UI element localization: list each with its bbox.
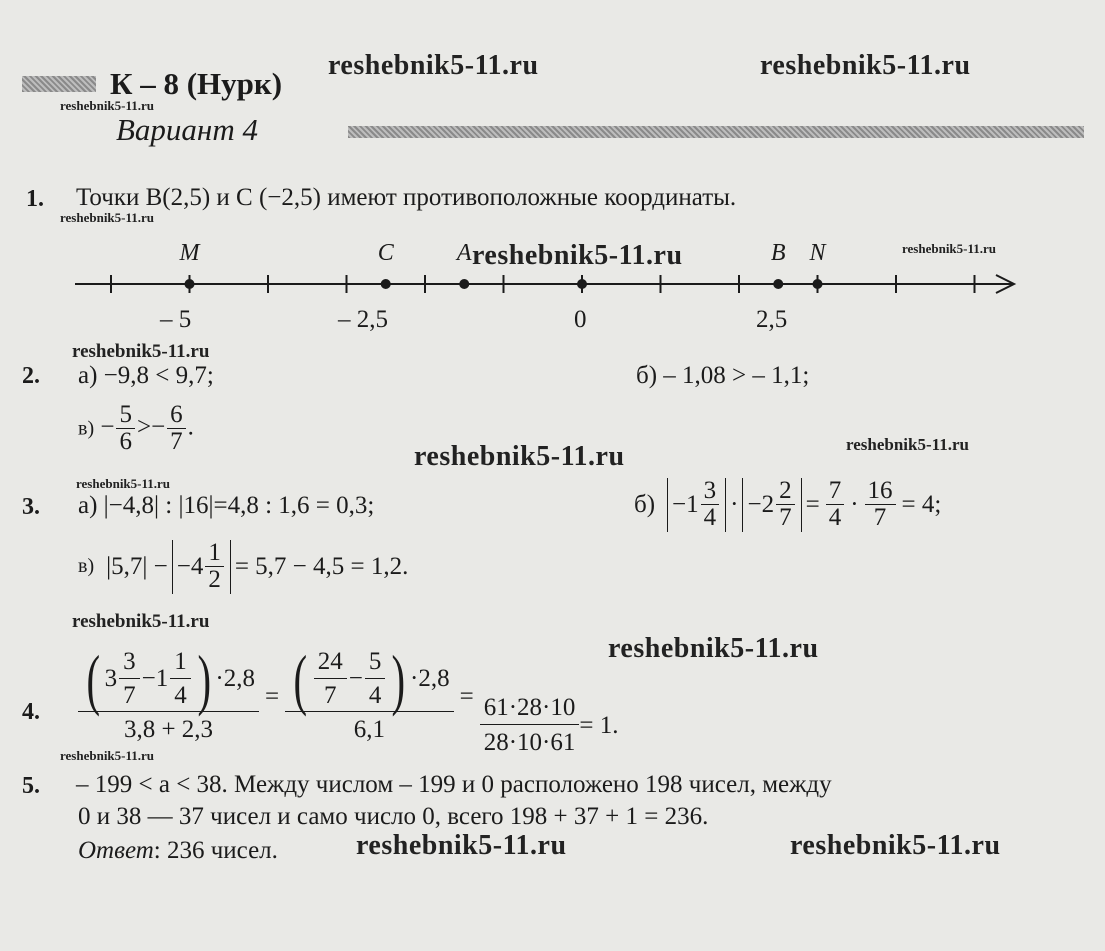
- axis-point-label: A: [456, 240, 472, 266]
- axis-point-label: N: [809, 240, 826, 266]
- label-b: б): [634, 490, 656, 518]
- fraction: ( $\frac{24}{7}$ − $\frac{5}{4}$ ) ·2,8 6,1: [285, 649, 454, 744]
- fraction: $\frac{5}{6}$: [116, 402, 135, 456]
- watermark: reshebnik5-11.ru: [902, 241, 997, 256]
- problem-number: 4.: [22, 699, 40, 725]
- abs-value: − 2 $\frac{2}{7}$: [742, 478, 801, 532]
- watermark: reshebnik5-11.ru: [72, 341, 210, 362]
- watermark: reshebnik5-11.ru: [356, 830, 567, 861]
- axis-point-label: M: [179, 240, 200, 266]
- page-title: К – 8 (Нурк): [110, 66, 283, 101]
- problem-5-line1: – 199 < a < 38. Между числом – 199 и 0 расположено 198 чисел, между: [76, 771, 832, 798]
- problem-5-line2: 0 и 38 — 37 чисел и само число 0, всего 198 + 37 + 1 = 236.: [78, 803, 709, 830]
- problem-3v: в) |5,7| − − 4 $\frac{1}{2}$ = 5,7 − 4,5 = 1,2.: [78, 539, 409, 594]
- problem-number: 1.: [26, 186, 44, 212]
- problem-3a: а) |−4,8| : |16|=4,8 : 1,6 = 0,3;: [78, 492, 375, 519]
- header-bar-left: [22, 76, 96, 92]
- problem-number: 2.: [22, 363, 40, 389]
- axis-label: – 5: [160, 306, 192, 333]
- fraction: $\frac{7}{4}$: [826, 478, 845, 532]
- axis-point: [773, 279, 783, 289]
- problem-2a: а) −9,8 < 9,7;: [78, 362, 214, 389]
- watermark: reshebnik5-11.ru: [414, 441, 625, 472]
- answer-label: Ответ: [78, 837, 154, 864]
- problem-2v: в) − $\frac{5}{6}$ >− $\frac{6}{7}$ .: [78, 401, 194, 456]
- label-v: в): [78, 555, 95, 578]
- axis-point: [185, 279, 195, 289]
- problem-4-expression: ( 3 $\frac{3}{7}$ − 1 $\frac{1}{4}$ ) ·2,8 3,8 + 2,3 = ( $\frac{24}{7}$ − $\frac{5}{4}$ ) ·2,8 6,1 = $\frac{61\cdot 28\cdot 10}{28\cdot 10\cdot 61}$ = 1.: [78, 636, 618, 757]
- answer-value: : 236 чисел.: [153, 837, 278, 864]
- axis-point: [577, 279, 587, 289]
- fraction: $\frac{6}{7}$: [167, 402, 186, 456]
- fraction: $\frac{61\cdot 28\cdot 10}{28\cdot 10\cdot 61}$: [480, 694, 580, 757]
- watermark: reshebnik5-11.ru: [60, 210, 155, 225]
- abs-value: − 1 $\frac{3}{4}$: [667, 478, 726, 532]
- problem-number: 3.: [22, 494, 40, 520]
- problem-3b: б) − 1 $\frac{3}{4}$ · − 2 $\frac{2}{7}$ = $\frac{7}{4}$ · $\frac{16}{7}$ = 4;: [634, 477, 942, 532]
- watermark: reshebnik5-11.ru: [60, 748, 155, 763]
- axis-label: 2,5: [756, 306, 788, 333]
- axis-point: [813, 279, 823, 289]
- fraction: ( 3 $\frac{3}{7}$ − 1 $\frac{1}{4}$ ) ·2,8 3,8 + 2,3: [78, 649, 259, 744]
- watermark: reshebnik5-11.ru: [60, 98, 155, 113]
- watermark: reshebnik5-11.ru: [846, 435, 969, 454]
- axis-point-label: B: [770, 240, 786, 266]
- problem-number: 5.: [22, 773, 40, 799]
- watermark: reshebnik5-11.ru: [790, 830, 1001, 861]
- watermark: reshebnik5-11.ru: [328, 50, 539, 81]
- watermark: reshebnik5-11.ru: [472, 240, 683, 271]
- problem-2b: б) – 1,08 > – 1,1;: [636, 362, 810, 389]
- variant-title: Вариант 4: [116, 112, 258, 147]
- watermark: reshebnik5-11.ru: [760, 50, 971, 81]
- watermark: reshebnik5-11.ru: [76, 476, 171, 491]
- problem-5-answer: [78, 837, 278, 865]
- abs-value: − 4 $\frac{1}{2}$: [172, 540, 231, 594]
- axis-label: 0: [574, 306, 587, 333]
- problem-1-text: Точки B(2,5) и C (−2,5) имеют противоположные координаты.: [76, 184, 737, 211]
- axis-point: [459, 279, 469, 289]
- axis-label: – 2,5: [338, 306, 388, 333]
- axis-point-label: C: [377, 240, 394, 266]
- header-bar-right: [348, 126, 1084, 138]
- fraction: $\frac{16}{7}$: [865, 478, 896, 532]
- label-v: в): [78, 417, 95, 440]
- watermark: reshebnik5-11.ru: [72, 611, 210, 632]
- axis-point: [381, 279, 391, 289]
- watermark: reshebnik5-11.ru: [608, 633, 819, 664]
